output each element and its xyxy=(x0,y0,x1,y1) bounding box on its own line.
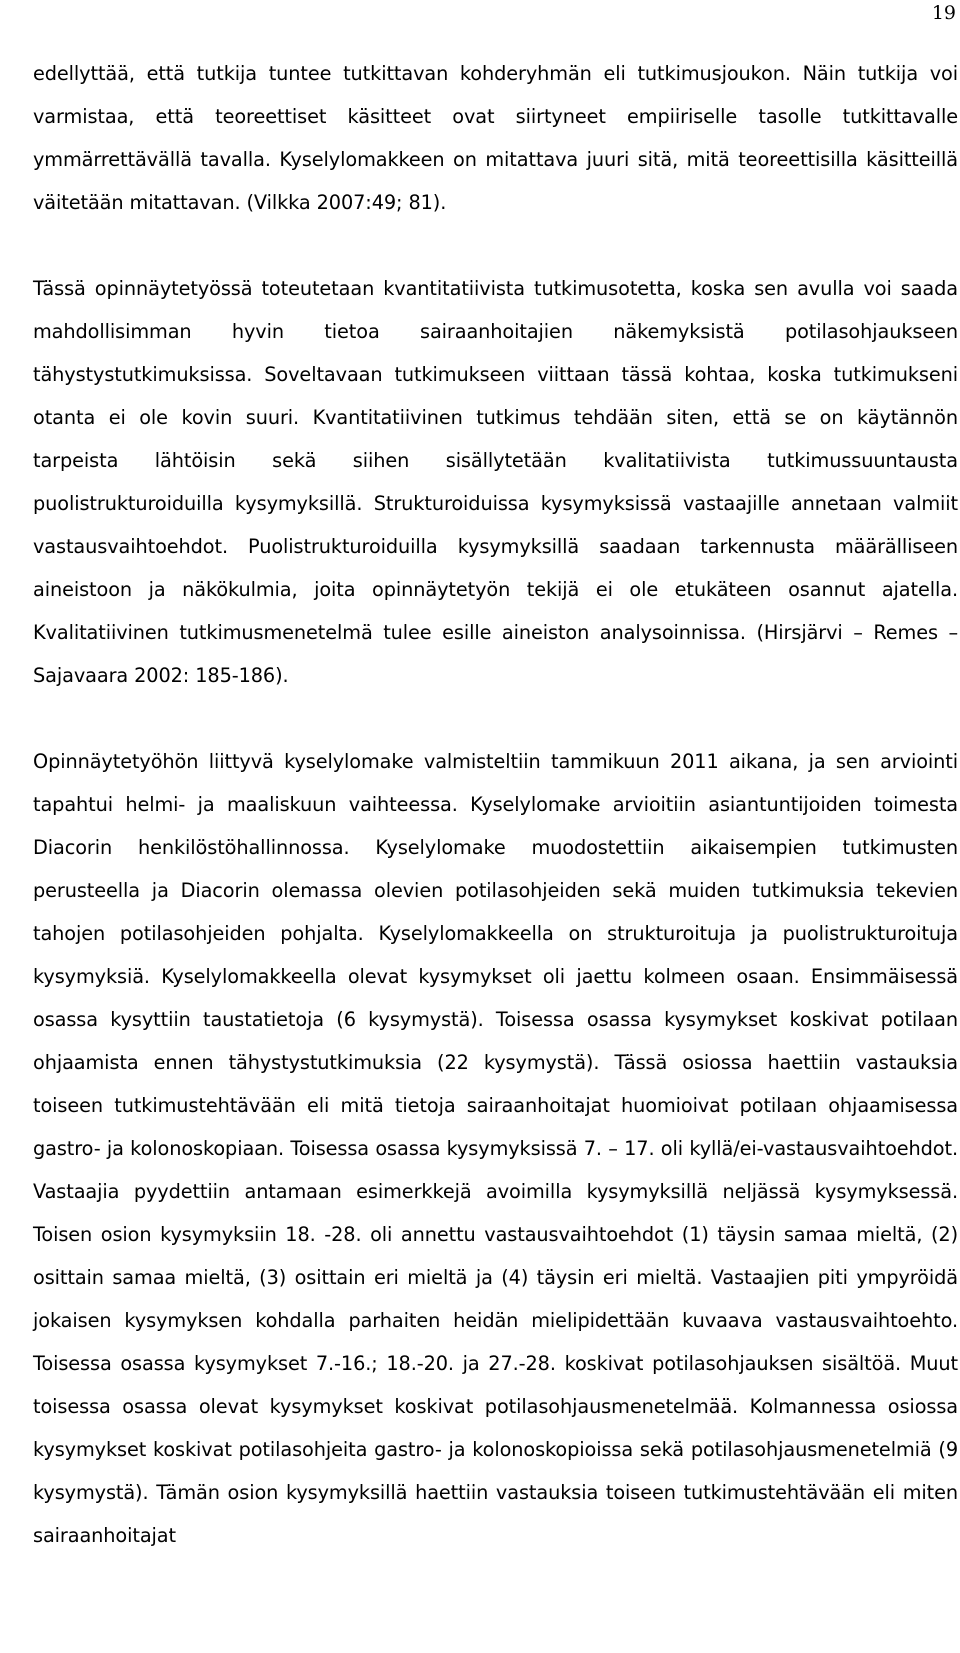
paragraph-2: Tässä opinnäytetyössä toteutetaan kvantitatiivista tutkimusotetta, koska sen avulla voi saada mahdollisimman hyvin tietoa sairaanhoitajien näkemyksistä potilasohjaukseen tähystystutkimuksissa. Soveltavaan tutkimukseen viittaan tässä kohtaa, koska tutkimukseni otanta ei ole kovin suuri. Kvantitatiivinen tutkimus tehdään siten, että se on käytännön tarpeista lähtöisin sekä siihen sisällytetään kvalitatiivista tutkimussuuntausta puolistrukturoiduilla kysymyksillä. Strukturoiduissa kysymyksissä vastaajille annetaan valmiit vastausvaihtoehdot. Puolistrukturoiduilla kysymyksillä saadaan tarkennusta määrälliseen aineistoon ja näkökulmia, joita opinnäytetyön tekijä ei ole etukäteen osannut ajatella. Kvalitatiivinen tutkimusmenetelmä tulee esille aineiston analysoinnissa. (Hirsjärvi – Remes – Sajavaara 2002: 185-186). xyxy=(33,277,958,687)
paragraph-1: edellyttää, että tutkija tuntee tutkittavan kohderyhmän eli tutkimusjoukon. Näin tutkija voi varmistaa, että teoreettiset käsitteet ovat siirtyneet empiiriselle tasolle tutkittavalle ymmärrettävällä tavalla. Kyselylomakkeen on mitattava juuri sitä, mitä teoreettisilla käsitteillä väitetään mitattavan. (Vilkka 2007:49; 81). xyxy=(33,62,958,214)
paragraph-3: Opinnäytetyöhön liittyvä kyselylomake valmisteltiin tammikuun 2011 aikana, ja sen arviointi tapahtui helmi- ja maaliskuun vaihteessa. Kyselylomake arvioitiin asiantuntijoiden toimesta Diacorin henkilöstöhallinnossa. Kyselylomake muodostettiin aikaisempien tutkimusten perusteella ja Diacorin olemassa olevien potilasohjeiden sekä muiden tutkimuksia tekevien tahojen potilasohjeiden pohjalta. Kyselylomakkeella on strukturoituja ja puolistrukturoituja kysymyksiä. Kyselylomakkeella olevat kysymykset oli jaettu kolmeen osaan. Ensimmäisessä osassa kysyttiin taustatietoja (6 kysymystä). Toisessa osassa kysymykset koskivat potilaan ohjaamista ennen tähystystutkimuksia (22 kysymystä). Tässä osiossa haettiin vastauksia toiseen tutkimustehtävään eli mitä tietoja sairaanhoitajat huomioivat potilaan ohjaamisessa gastro- ja kolonoskopiaan. Toisessa osassa kysymyksissä 7. – 17. oli kyllä/ei-vastausvaihtoehdot. Vastaajia pyydettiin antamaan esimerkkejä avoimilla kysymyksillä neljässä kysymyksessä. Toisen osion kysymyksiin 18. -28. oli annettu vastausvaihtoehdot (1) täysin samaa mieltä, (2) osittain samaa mieltä, (3) osittain eri mieltä ja (4) täysin eri mieltä. Vastaajien piti ympyröidä jokaisen kysymyksen kohdalla parhaiten heidän mielipidettään kuvaava vastausvaihtoehto. Toisessa osassa kysymykset 7.-16.; 18.-20. ja 27.-28. koskivat potilasohjauksen sisältöä. Muut toisessa osassa olevat kysymykset koskivat potilasohjausmenetelmää. Kolmannessa osiossa kysymykset koskivat potilasohjeita gastro- ja kolonoskopioissa sekä potilasohjausmenetelmiä (9 kysymystä). Tämän osion kysymyksillä haettiin vastauksia toiseen tutkimustehtävään eli miten sairaanhoitajat xyxy=(33,750,958,1547)
page-number: 19 xyxy=(931,2,956,24)
page-body xyxy=(33,52,958,1557)
